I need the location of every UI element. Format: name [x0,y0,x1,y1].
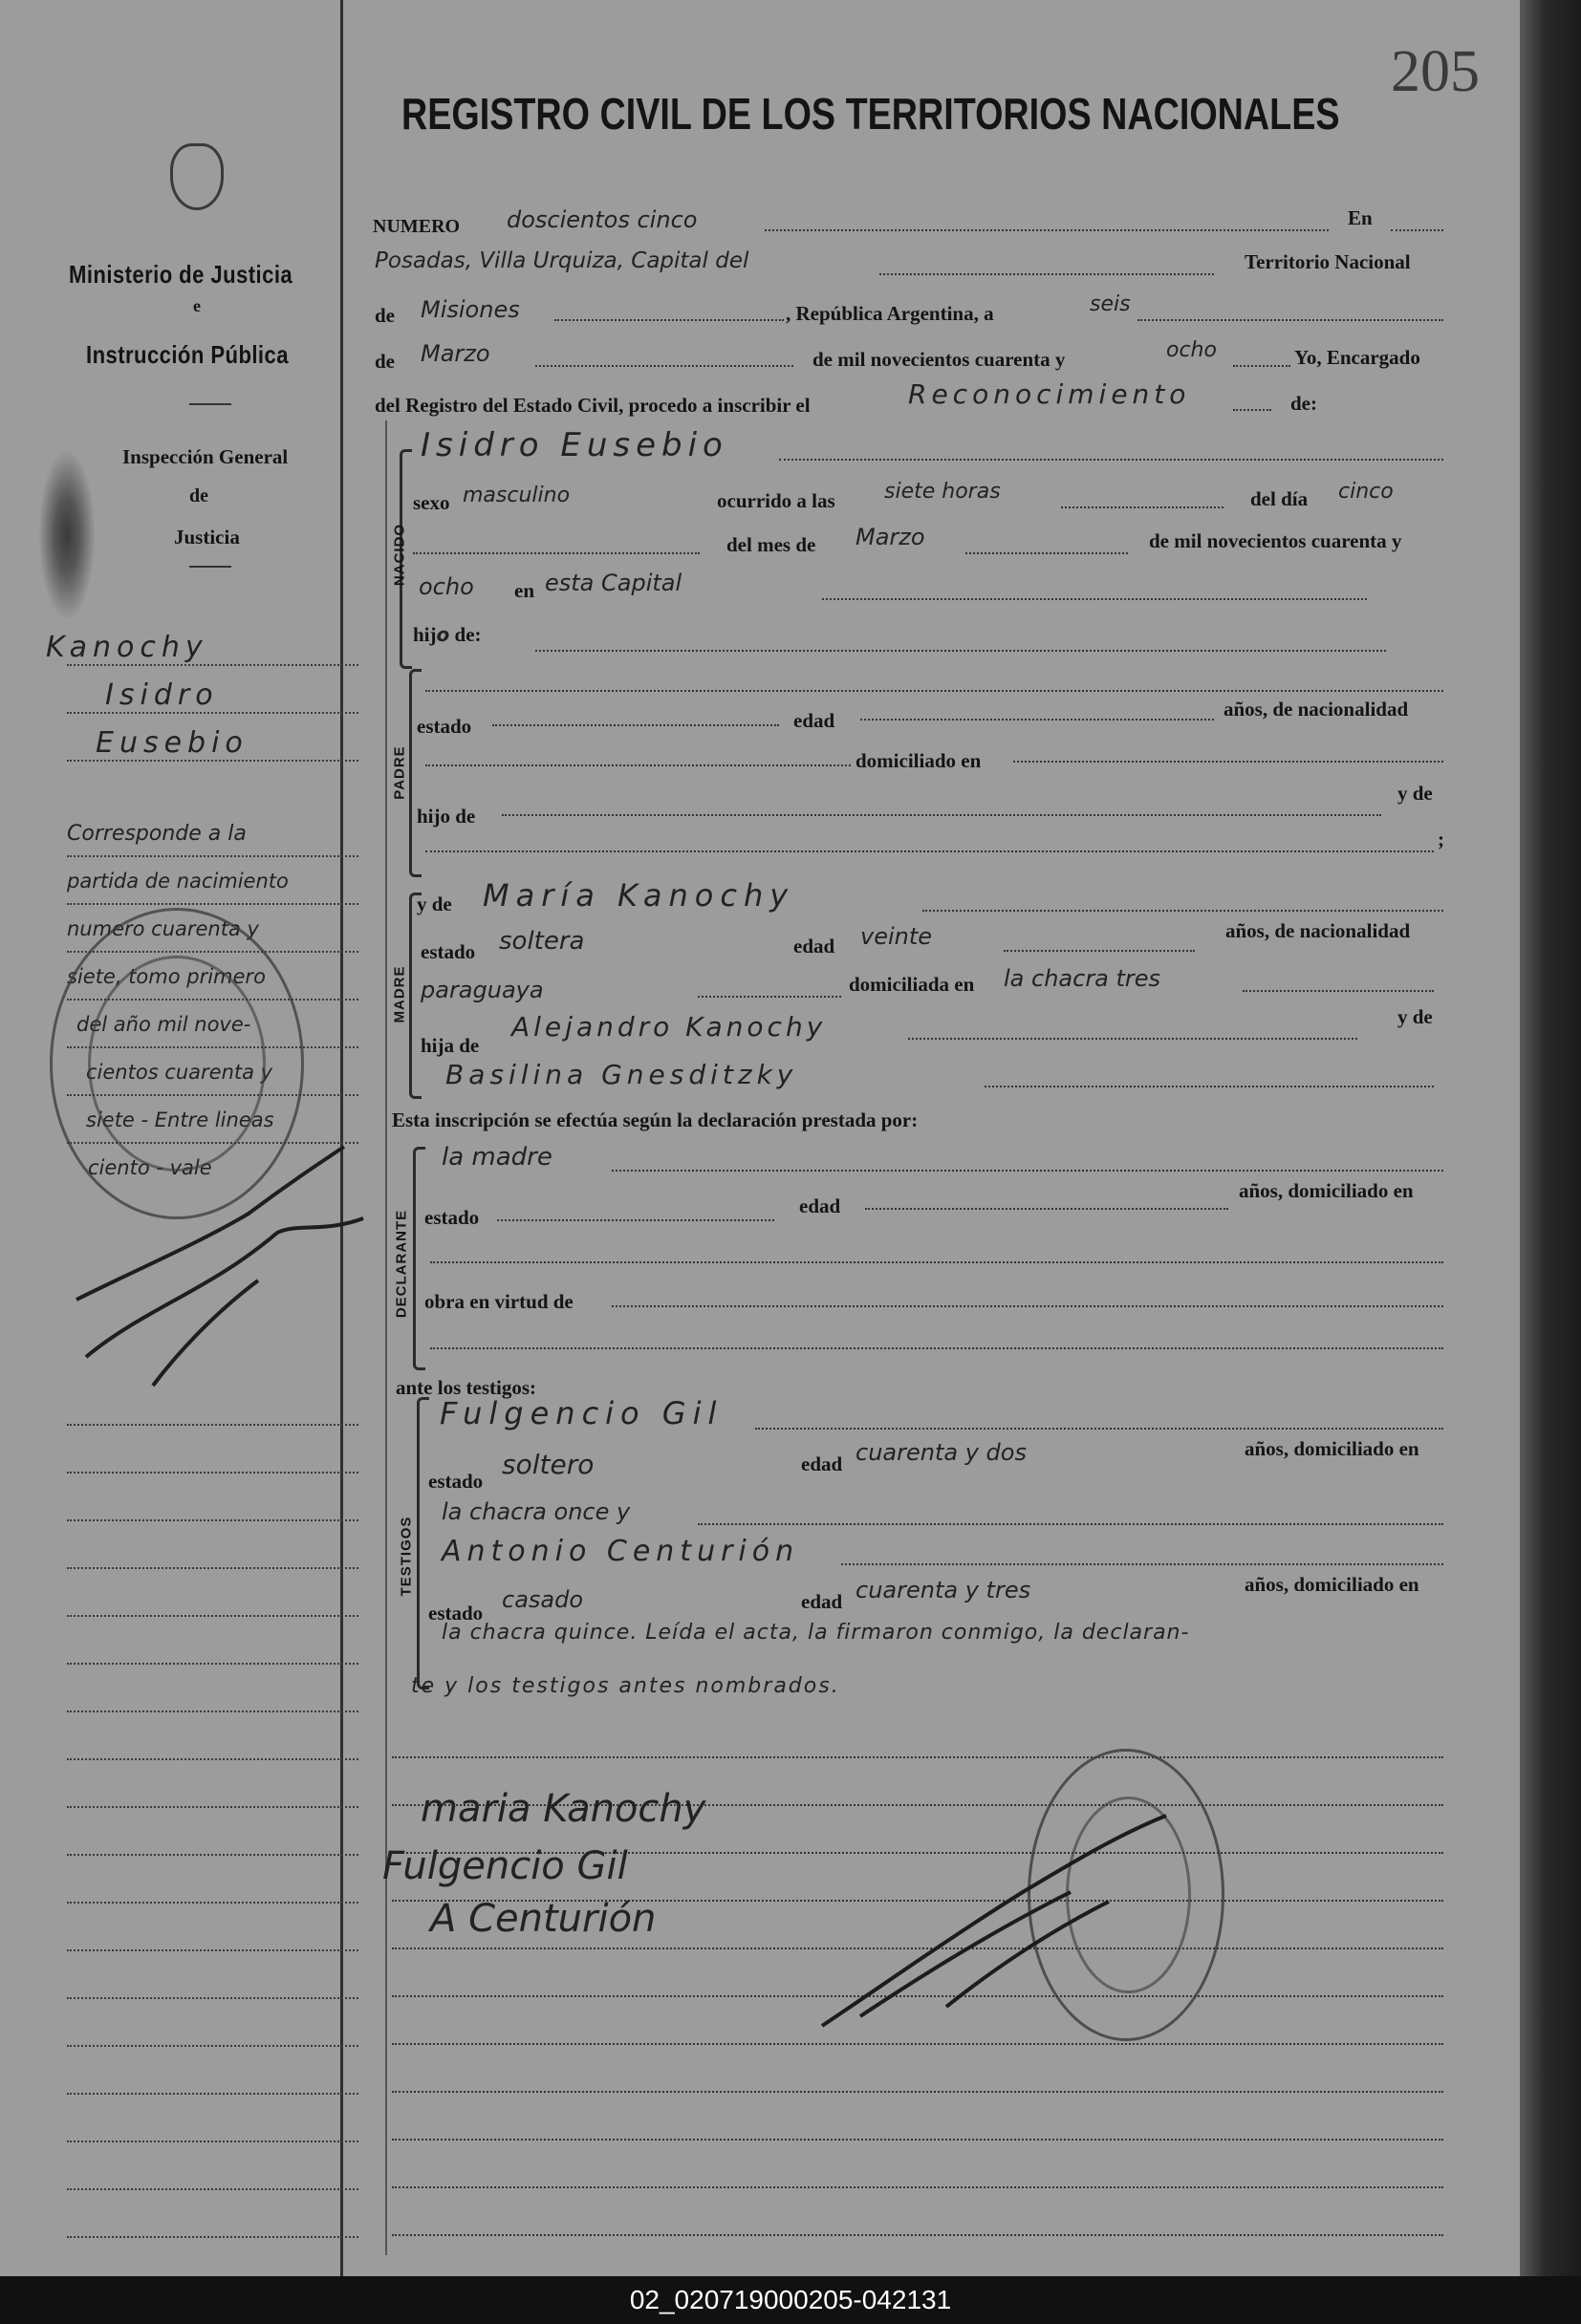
padre-yde-line [425,850,1434,852]
del-mes-label: del mes de [726,533,816,556]
margin-line [67,1472,358,1474]
birth-month-line [965,552,1128,554]
margin-line [67,1854,358,1856]
witness-1-edad-label: edad [801,1452,843,1475]
birth-month-value: Marzo [855,524,925,550]
witness-2-edad-value: cuarenta y tres [855,1577,1031,1603]
madre-mother-line [985,1086,1434,1087]
del-dia-label: del día [1250,487,1309,510]
madre-domicilio-value: la chacra tres [1004,965,1161,992]
madre-nac-line [698,996,841,998]
margin-note: siete - Entre lineas [86,1108,274,1131]
ocurrido-label: ocurrido a las [717,489,835,512]
signature-centurion: A Centurión [430,1897,657,1941]
padre-nac-line [425,764,851,766]
month-value: Marzo [421,340,490,367]
margin-note: del año mil nove- [76,1013,251,1036]
madre-dom-line [1243,990,1434,992]
territory-value: Misiones [421,296,520,323]
declarante-obra-label: obra en virtud de [424,1290,574,1313]
witness-2-domicilio: la chacra quince. Leída el acta, la firmaron conmigo, la declaran- [442,1621,1190,1645]
de-label: de [375,304,395,327]
act-line [1233,409,1271,411]
margin-line [67,2093,358,2095]
registrar-signature [803,1797,1204,2045]
madre-section-label: MADRE [391,965,408,1023]
mil-label-2: de mil novecientos cuarenta y [1149,529,1402,552]
declarante-anos-label: años, domiciliado en [1239,1179,1414,1202]
margin-signature [57,1128,373,1414]
image-caption: 02_020719000205-042131 [0,2276,1581,2324]
padre-dom-line [1013,761,1443,763]
witness-1-anos-label: años, domiciliado en [1245,1437,1419,1460]
padre-name-line [425,690,1443,692]
form-line [392,2234,1443,2236]
declarante-line-2 [430,1347,1443,1349]
declarante-obra-line [612,1305,1443,1307]
year-line [1233,365,1290,367]
declarante-name-line [612,1170,1443,1172]
yo-label: Yo, Encargado [1294,346,1420,369]
numero-line [765,229,1329,231]
mil-label: de mil novecientos cuarenta y [812,348,1066,371]
en-line [1391,229,1443,231]
margin-given-name-1: Isidro [105,678,219,712]
de-label-2: de [375,350,395,373]
birth-place-value: esta Capital [545,570,682,596]
territory-line [554,319,784,321]
margin-line [67,2141,358,2142]
margin-note: Corresponde a la [67,822,247,846]
padre-semicolon: ; [1438,828,1444,850]
witness-1-estado-value: soltero [502,1449,595,1480]
madre-y-de-label-2: y de [1397,1005,1433,1028]
margin-note: numero cuarenta y [67,917,259,940]
margin-line [67,903,358,905]
margin-line [67,1424,358,1426]
margin-line [67,664,358,666]
margin-line [67,855,358,857]
madre-hija-label: hija de [421,1034,480,1057]
witness-1-dom-line [698,1523,1443,1525]
margin-line [67,1663,358,1665]
witness-2-line [841,1563,1443,1565]
inspection-line-3: Justicia [174,526,240,549]
inspection-line-1: Inspección General [122,445,289,468]
hijo-prefix: hij [413,623,437,646]
witness-1-name: Fulgencio Gil [440,1395,724,1431]
birth-day-value: cinco [1338,480,1394,504]
numero-label: NUMERO [373,216,461,237]
margin-note: ciento - vale [88,1156,212,1179]
margin-line [67,2236,358,2238]
declarante-edad-label: edad [799,1194,841,1217]
declarante-bracket [413,1147,425,1370]
witness-1-edad-value: cuarenta y dos [855,1439,1027,1466]
signature-maria-kanochy: maria Kanochy [421,1787,706,1831]
margin-line [67,2188,358,2190]
form-line [392,1756,1443,1758]
day-line [1137,319,1443,321]
place-value: Posadas, Villa Urquiza, Capital del [375,248,749,273]
witness-2-anos-label: años, domiciliado en [1245,1573,1419,1596]
margin-line [67,712,358,714]
ministry-e: e [193,296,201,315]
padre-hijo-line [502,814,1381,816]
witness-1-domicilio: la chacra once y [442,1498,631,1525]
form-line [392,2139,1443,2141]
margin-surname: Kanochy [46,631,208,664]
madre-anos-label: años, de nacionalidad [1225,919,1411,942]
padre-section-label: PADRE [391,745,408,800]
declarante-estado-line [497,1219,774,1221]
madre-estado-label: estado [421,940,476,963]
page-title: REGISTRO CIVIL DE LOS TERRITORIOS NACIONALES [401,89,1340,139]
declarante-dom-line [430,1261,1443,1263]
witness-2-edad-label: edad [801,1590,843,1613]
month-line [535,365,793,367]
madre-domiciliada-label: domiciliada en [849,973,975,996]
sidebar-rule [189,403,231,405]
madre-name: María Kanochy [483,877,795,914]
nacido-section-label: NACIDO [391,523,408,587]
act-type-value: Reconocimiento [908,378,1191,410]
subject-line [779,459,1443,461]
hijo-de: de: [454,623,482,646]
form-right-divider [385,420,387,2255]
testigos-bracket [417,1397,429,1689]
year-value: ocho [1166,338,1217,362]
signature-fulgencio-gil: Fulgencio Gil [382,1844,628,1888]
margin-note: siete, tomo primero [67,965,266,988]
republica-label: , República Argentina, a [786,302,994,325]
hijo-line [535,650,1386,652]
declarante-edad-line [865,1208,1228,1210]
margin-line [67,2045,358,2047]
hour-line [1061,506,1224,508]
inspection-line-2: de [189,485,208,506]
padre-domiciliado-label: domiciliado en [855,749,982,772]
madre-mother-value: Basilina Gnesditzky [445,1059,798,1090]
margin-line [67,1519,358,1521]
padre-hijo-label: hijo de [417,805,476,828]
padre-bracket [409,669,422,877]
de-colon-label: de: [1290,392,1317,415]
witness-1-line [755,1428,1443,1430]
madre-nacionalidad-value: paraguaya [421,977,544,1003]
territorio-label: Territorio Nacional [1245,250,1411,273]
margin-given-name-2: Eusebio [96,726,249,760]
hijo-suffix: o [436,623,450,646]
coat-of-arms-emblem [170,143,224,210]
margin-line [67,1806,358,1808]
testigos-section-label: TESTIGOS [398,1516,415,1597]
en-label: En [1348,206,1373,229]
form-line [392,2091,1443,2093]
witness-1-estado-label: estado [428,1470,484,1493]
sexo-label: sexo [413,491,450,514]
margin-line [67,1615,358,1617]
day-value: seis [1090,292,1131,316]
sidebar-rule-2 [189,566,231,568]
padre-y-de-label: y de [1397,782,1433,805]
registro-label: del Registro del Estado Civil, procedo a inscribir el [375,394,811,417]
witness-2-estado-label: estado [428,1602,484,1625]
madre-father-value: Alejandro Kanochy [511,1011,827,1043]
margin-line [67,1949,358,1951]
padre-edad-line [860,719,1214,721]
madre-y-de-label: y de [417,893,452,915]
margin-note: cientos cuarenta y [86,1061,273,1084]
margin-line [67,1567,358,1569]
birth-place-line [822,598,1367,600]
declarante-section-label: DECLARANTE [393,1209,410,1319]
subject-name: Isidro Eusebio [421,426,728,464]
padre-estado-label: estado [417,715,472,738]
madre-edad-value: veinte [860,923,933,950]
madre-estado-value: soltera [499,927,585,956]
numero-value: doscientos cinco [507,206,698,233]
ministry-title: Ministerio de Justicia [69,260,293,289]
madre-father-line [908,1038,1357,1040]
page-number: 205 [1391,39,1480,104]
witness-2-estado-value: casado [502,1586,584,1613]
margin-line [67,760,358,762]
sexo-value: masculino [463,484,571,507]
padre-edad-label: edad [793,709,835,732]
hour-value: siete horas [884,480,1001,504]
testigos-intro: ante los testigos: [396,1376,536,1399]
form-line [392,2186,1443,2188]
ink-stain [38,449,96,621]
page-edge-shadow [1520,0,1581,2276]
place-line [879,273,1214,275]
margin-line [67,1997,358,1999]
declarante-name: la madre [442,1143,552,1172]
margin-line [67,1902,358,1904]
birth-year-value: ocho [419,573,474,600]
madre-edad-line [1004,950,1195,952]
margin-line [67,1711,358,1712]
closing-text: te y los testigos antes nombrados. [411,1674,840,1698]
margin-note: partida de nacimiento [67,870,289,893]
padre-anos-label: años, de nacionalidad [1224,698,1409,721]
margin-line [67,1758,358,1760]
dia-line [413,552,700,554]
ministry-subtitle: Instrucción Pública [86,340,289,369]
madre-name-line [922,910,1443,912]
hijo-label [413,623,482,647]
madre-edad-label: edad [793,935,835,958]
declarante-intro: Esta inscripción se efectúa según la declaración prestada por: [392,1108,919,1131]
birth-en-label: en [514,579,534,602]
padre-estado-line [492,724,779,726]
witness-2-name: Antonio Centurión [442,1535,800,1568]
declarante-estado-label: estado [424,1206,480,1229]
